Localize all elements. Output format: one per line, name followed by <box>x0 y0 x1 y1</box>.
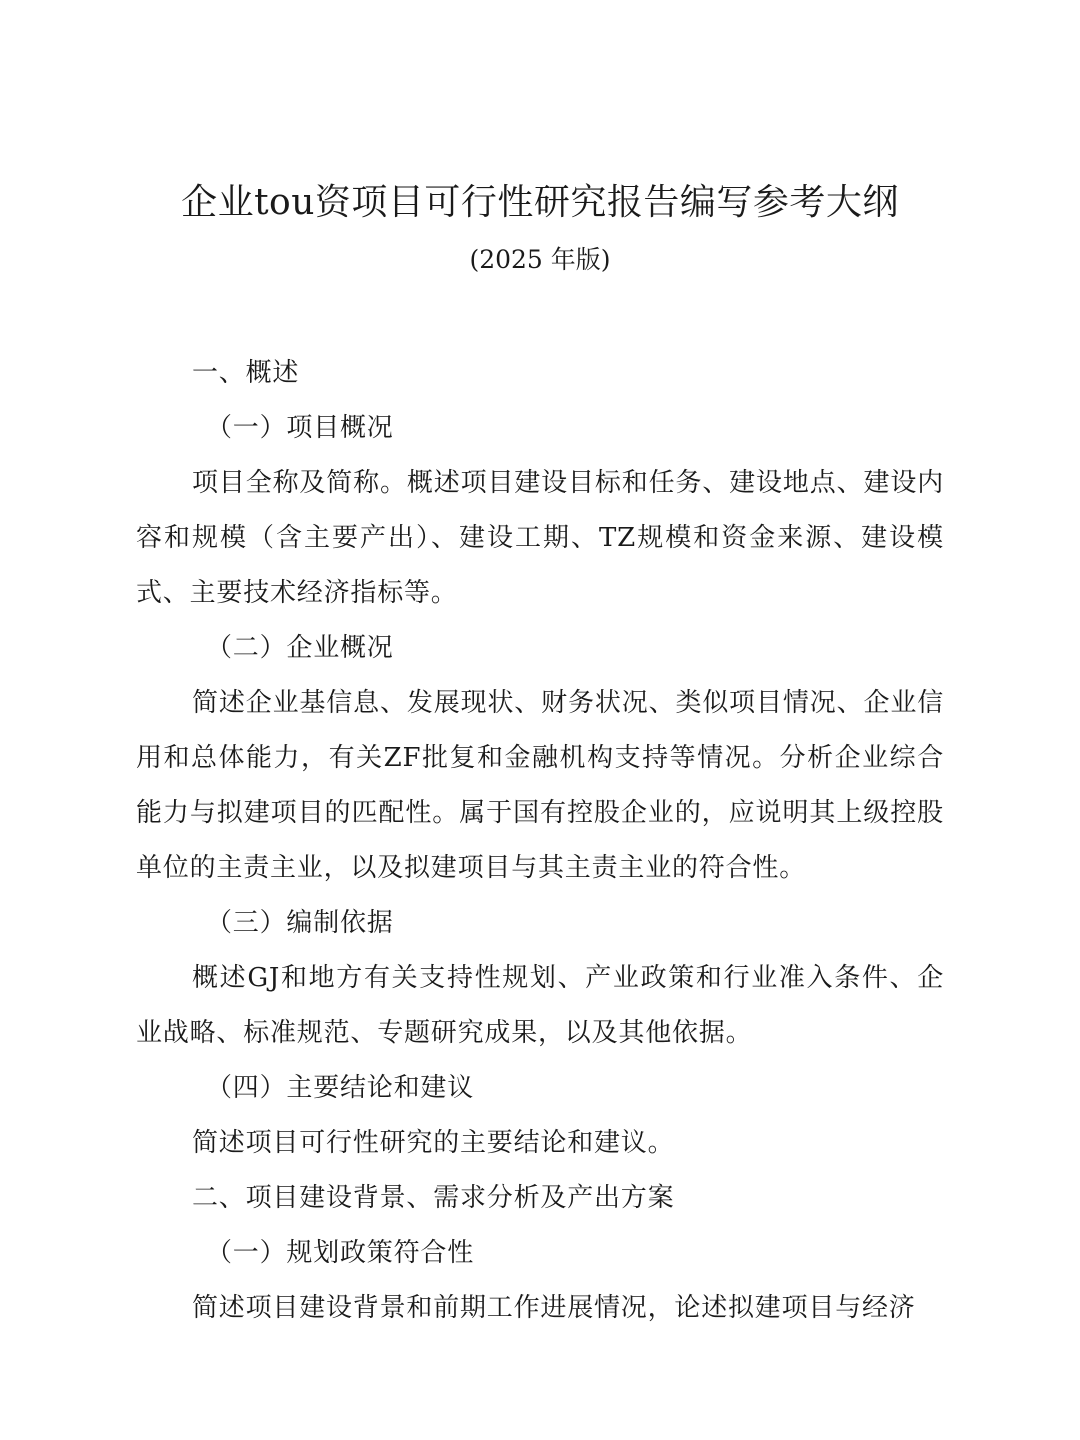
subsection-heading-enterprise-overview: （二）企业概况 <box>206 633 394 663</box>
document-title: 企业tou资项目可行性研究报告编写参考大纲 <box>181 182 899 223</box>
paragraph-project-overview: 项目全称及简称。概述项目建设目标和任务、建设地点、建设内容和规模（含主要产出）、建设工期、TZ规模和资金来源、建设模式、主要技术经济指标等。 <box>136 468 944 608</box>
section-heading-overview: 一、概述 <box>192 358 300 388</box>
subsection-heading-project-overview: （一）项目概况 <box>206 413 394 443</box>
subsection-heading-compilation-basis: （三）编制依据 <box>206 908 394 938</box>
paragraph-compilation-basis: 概述GJ和地方有关支持性规划、产业政策和行业准入条件、企业战略、标准规范、专题研究成果，以及其他依据。 <box>136 963 944 1048</box>
paragraph-conclusions: 简述项目可行性研究的主要结论和建议。 <box>192 1128 675 1158</box>
paragraph-enterprise-overview: 简述企业基信息、发展现状、财务状况、类似项目情况、企业信用和总体能力，有关ZF批复和金融机构支持等情况。分析企业综合能力与拟建项目的匹配性。属于国有控股企业的，应说明其上级控股单位的主责主业，以及拟建项目与其主责主业的符合性。 <box>136 688 944 883</box>
document-edition: (2025 年版) <box>469 245 611 274</box>
section-heading-background: 二、项目建设背景、需求分析及产出方案 <box>192 1183 675 1213</box>
subsection-heading-policy-compliance: （一）规划政策符合性 <box>206 1238 475 1268</box>
subsection-heading-conclusions: （四）主要结论和建议 <box>206 1073 475 1103</box>
document-body <box>136 346 944 1336</box>
paragraph-policy-compliance: 简述项目建设背景和前期工作进展情况，论述拟建项目与经济 <box>192 1293 916 1323</box>
